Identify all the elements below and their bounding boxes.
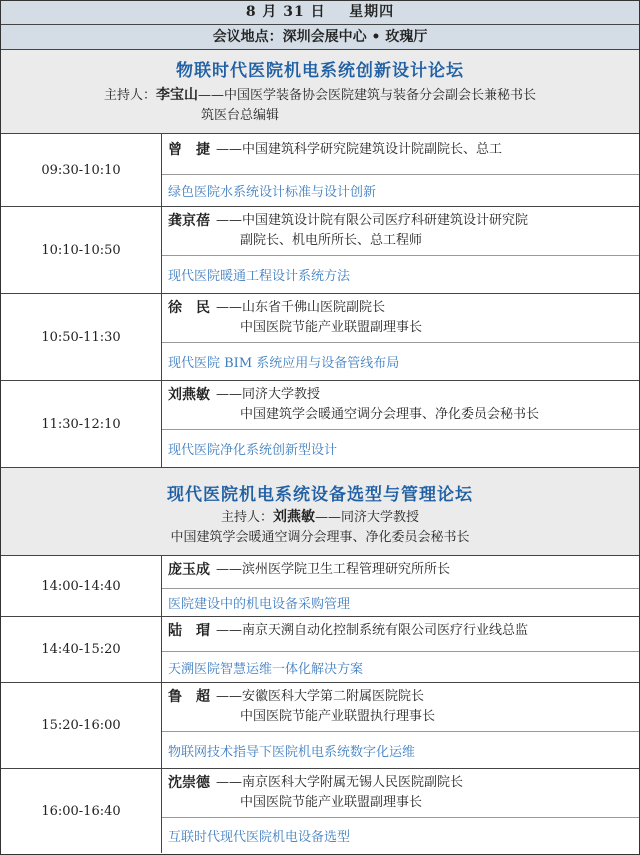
host-name: 刘燕敏 bbox=[273, 509, 315, 525]
session-detail bbox=[162, 381, 639, 467]
speaker-name: 沈崇德 bbox=[168, 775, 210, 791]
session-row bbox=[1, 134, 639, 207]
speaker-title: ——南京天溯自动化控制系统有限公司医疗行业线总监 bbox=[216, 623, 529, 638]
speaker-name: 庞玉成 bbox=[168, 562, 210, 578]
speaker-title-cont: 副院长、机电所所长、总工程师 bbox=[240, 233, 423, 248]
speaker bbox=[162, 134, 639, 175]
session-topic: 绿色医院水系统设计标准与设计创新 bbox=[168, 185, 377, 200]
venue: 深圳会展中心 • 玫瑰厅 bbox=[282, 29, 428, 45]
session-row bbox=[1, 381, 639, 468]
session-topic: 现代医院暖通工程设计系统方法 bbox=[168, 269, 351, 284]
session-detail bbox=[162, 207, 639, 293]
speaker-title: ——中国建筑科学研究院建筑设计院副院长、总工 bbox=[216, 142, 503, 157]
speaker-name: 鲁 超 bbox=[168, 689, 210, 705]
speaker-title-cont: 中国医院节能产业联盟执行理事长 bbox=[240, 709, 436, 724]
session-time: 09:30-10:10 bbox=[1, 134, 162, 206]
speaker-title-cont: 中国医院节能产业联盟副理事长 bbox=[240, 795, 423, 810]
forum-title: 物联时代医院机电系统创新设计论坛 bbox=[176, 61, 464, 81]
session-time: 16:00-16:40 bbox=[1, 769, 162, 853]
forum-header-2 bbox=[1, 468, 639, 556]
speaker bbox=[162, 556, 639, 589]
session-topic: 现代医院净化系统创新型设计 bbox=[168, 443, 338, 458]
forum-header-1 bbox=[1, 50, 639, 134]
session-topic: 现代医院 BIM 系统应用与设备管线布局 bbox=[168, 356, 400, 371]
host-name: 李宝山 bbox=[156, 87, 198, 103]
host-title: ——中国医学装备协会医院建筑与装备分会副会长兼秘书长 bbox=[198, 88, 537, 103]
speaker-title: ——滨州医学院卫生工程管理研究所所长 bbox=[216, 562, 451, 577]
session-detail bbox=[162, 617, 639, 682]
session-detail bbox=[162, 683, 639, 768]
host-label: 主持人： bbox=[220, 510, 273, 525]
weekday: 星期四 bbox=[349, 4, 395, 20]
forum-host-title-2: 筑医台总编辑 bbox=[201, 108, 280, 123]
speaker bbox=[162, 769, 639, 818]
forum-host bbox=[1, 81, 639, 106]
session-time: 14:00-14:40 bbox=[1, 556, 162, 616]
speaker bbox=[162, 683, 639, 732]
session-detail bbox=[162, 556, 639, 616]
forum-host-title-2: 中国建筑学会暖通空调分会理事、净化委员会秘书长 bbox=[170, 530, 470, 545]
speaker-title-cont: 中国建筑学会暖通空调分会理事、净化委员会秘书长 bbox=[240, 407, 540, 422]
venue-row bbox=[1, 25, 639, 49]
speaker-name: 徐 民 bbox=[168, 300, 210, 316]
speaker-title: ——同济大学教授 bbox=[216, 387, 321, 402]
speaker bbox=[162, 381, 639, 430]
speaker-name: 陆 瑁 bbox=[168, 623, 210, 639]
session-topic: 互联时代现代医院机电设备选型 bbox=[168, 830, 351, 845]
session-row bbox=[1, 683, 639, 769]
session-row bbox=[1, 617, 639, 683]
agenda-header bbox=[1, 1, 639, 50]
date-row bbox=[1, 1, 639, 25]
speaker bbox=[162, 207, 639, 256]
speaker-name: 龚京蓓 bbox=[168, 213, 210, 229]
speaker bbox=[162, 617, 639, 652]
host-label: 主持人： bbox=[103, 88, 156, 103]
session-time: 15:20-16:00 bbox=[1, 683, 162, 768]
session-time: 10:10-10:50 bbox=[1, 207, 162, 293]
speaker-title: ——南京医科大学附属无锡人民医院副院长 bbox=[216, 775, 464, 790]
venue-label: 会议地点： bbox=[212, 29, 283, 45]
speaker bbox=[162, 294, 639, 343]
session-time: 11:30-12:10 bbox=[1, 381, 162, 467]
speaker-title: ——安徽医科大学第二附属医院院长 bbox=[216, 689, 425, 704]
session-detail bbox=[162, 294, 639, 380]
speaker-title: ——山东省千佛山医院副院长 bbox=[216, 300, 386, 315]
session-detail bbox=[162, 769, 639, 853]
forum-host bbox=[1, 505, 639, 528]
session-row bbox=[1, 207, 639, 294]
session-topic: 物联网技术指导下医院机电系统数字化运维 bbox=[168, 744, 416, 760]
session-topic: 天溯医院智慧运维一体化解决方案 bbox=[168, 661, 364, 677]
date: 8 月 31 日 bbox=[245, 4, 326, 20]
session-time: 14:40-15:20 bbox=[1, 617, 162, 682]
session-topic: 医院建设中的机电设备采购管理 bbox=[168, 597, 351, 612]
session-detail bbox=[162, 134, 639, 206]
session-time: 10:50-11:30 bbox=[1, 294, 162, 380]
host-title: ——同济大学教授 bbox=[315, 510, 420, 525]
session-row bbox=[1, 294, 639, 381]
speaker-name: 曾 捷 bbox=[168, 142, 210, 158]
speaker-title: ——中国建筑设计院有限公司医疗科研建筑设计研究院 bbox=[216, 213, 529, 228]
speaker-name: 刘燕敏 bbox=[168, 387, 210, 403]
forum-title: 现代医院机电系统设备选型与管理论坛 bbox=[167, 485, 473, 505]
speaker-title-cont: 中国医院节能产业联盟副理事长 bbox=[240, 320, 423, 335]
session-row bbox=[1, 769, 639, 853]
session-row bbox=[1, 556, 639, 617]
